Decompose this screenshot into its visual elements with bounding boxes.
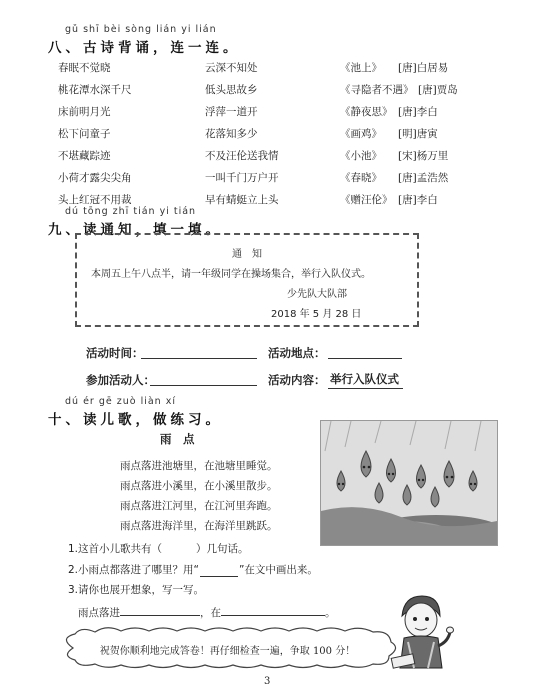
col3-title[interactable]: 《赠汪伦》 [340,194,393,206]
col3-title[interactable]: 《池上》 [340,62,382,74]
col2-item[interactable]: 一叫千门万户开 [205,172,279,184]
page-number: 3 [264,676,271,687]
notice-box [75,233,419,327]
q3-blank-action[interactable] [221,604,325,616]
col1-item[interactable]: 不堪藏踪迹 [58,150,111,162]
question-2-text: 2.小雨点都落进了哪里？用“ [68,564,199,576]
q3-text-b: ，在 [200,607,221,619]
poem-line: 雨点落进小溪里，在小溪里散步。 [120,480,278,492]
col3-author: [宋]杨万里 [398,150,449,162]
encouragement-cloud [55,626,400,670]
section9-title: 九、读通知，填一填。 [48,222,223,238]
poem-title: 雨 点 [160,432,195,446]
notice-body: 本周五上午八点半，请一年级同学在操场集合，举行入队仪式。 [91,269,371,280]
poem-line: 雨点落进海洋里，在海洋里跳跃。 [120,520,278,532]
activity-people-label: 参加活动人： [86,373,155,387]
question-3: 3.请你也展开想象，写一写。 [68,584,205,596]
col3-title[interactable]: 《小池》 [340,150,382,162]
q3-text-a: 雨点落进 [78,607,120,619]
col3-title[interactable]: 《画鸡》 [340,128,382,140]
col2-item[interactable]: 早有蜻蜓立上头 [205,194,279,206]
col3-author: [唐]李白 [398,106,438,118]
col3-author: [明]唐寅 [398,128,438,140]
col3-title[interactable]: 《春晓》 [340,172,382,184]
notice-heading: 通 知 [232,249,262,260]
col2-item[interactable]: 花落知多少 [205,128,258,140]
underline-mark-sample [200,564,238,577]
notice-signature: 少先队大队部 [287,289,347,300]
activity-content-label: 活动内容： [268,373,326,387]
col3-author: [唐]孟浩然 [398,172,449,184]
col3-author: [唐]白居易 [398,62,449,74]
q3-text-c: 。 [325,607,336,619]
col1-item[interactable]: 桃花潭水深千尺 [58,84,132,96]
activity-content-value[interactable]: 举行入队仪式 [328,371,403,389]
col3-author: [唐]贾岛 [418,84,458,96]
question-1-text-end: ）几句话。 [196,543,249,555]
question-1 [68,541,249,556]
question-2-text-end: ”在文中画出来。 [238,564,318,576]
col2-item[interactable]: 不及汪伦送我情 [205,150,279,162]
col2-item[interactable]: 云深不知处 [205,62,258,74]
activity-place-label: 活动地点： [268,346,326,360]
col1-item[interactable]: 头上红冠不用裁 [58,194,132,206]
activity-time-input[interactable] [141,344,257,359]
question-1-text: 1.这首小儿歌共有（ [68,543,163,555]
notice-date: 2018 年 5 月 28 日 [271,309,362,320]
col1-item[interactable]: 春眠不觉晓 [58,62,111,74]
col1-item[interactable]: 床前明月光 [58,106,111,118]
section9-pinyin: dú tōng zhī tián yi tián [65,206,197,217]
question-3-line [78,604,336,620]
section8-title: 八、古诗背诵，连一连。 [48,40,241,56]
section10-title: 十、读儿歌，做练习。 [48,412,223,428]
cloud-text: 祝贺你顺利地完成答卷！再仔细检查一遍，争取 100 分！ [99,646,356,657]
activity-time-label: 活动时间： [86,346,144,360]
col2-item[interactable]: 浮萍一道开 [205,106,258,118]
col3-title[interactable]: 《静夜思》 [340,106,393,118]
section8-pinyin: gǔ shī bèi sòng lián yi lián [65,24,217,35]
activity-place-input[interactable] [328,344,402,359]
col1-item[interactable]: 小荷才露尖尖角 [58,172,132,184]
activity-people-input[interactable] [150,371,257,386]
poem-line: 雨点落进池塘里，在池塘里睡觉。 [120,460,278,472]
col2-item[interactable]: 低头思故乡 [205,84,258,96]
poem-line: 雨点落进江河里，在江河里奔跑。 [120,500,278,512]
section10-pinyin: dú ér gē zuò liàn xí [65,396,176,407]
raindrops-icon [321,421,497,545]
col1-item[interactable]: 松下问童子 [58,128,111,140]
question-2 [68,562,318,577]
rain-illustration [320,420,498,546]
col3-author: [唐]李白 [398,194,438,206]
col3-title[interactable]: 《寻隐者不遇》 [340,84,414,96]
q3-blank-place[interactable] [120,604,200,616]
